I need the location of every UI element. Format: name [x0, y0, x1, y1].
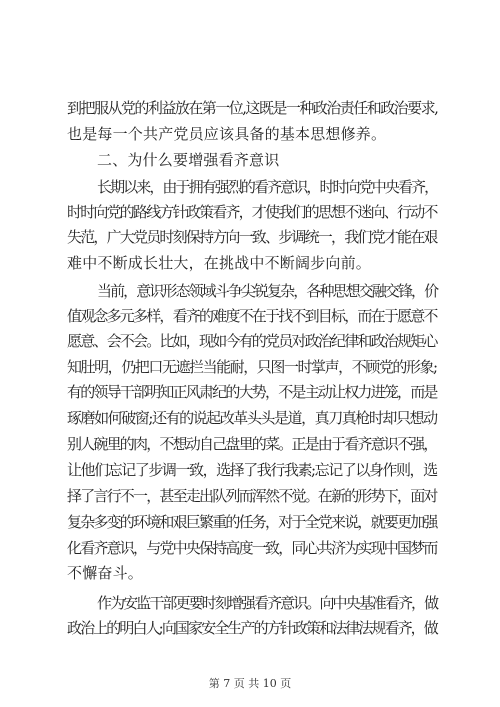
text-line-1: 到把服从党的利益放在第一位,这既是一种政治责任和政治要求, [67, 99, 438, 117]
text-line-20: 作为安监干部更要时刻增强看齐意识。向中央基准看齐，做 [97, 594, 438, 612]
text-line-13: 琢磨如何破窗;还有的说起改革头头是道，真刀真枪时却只想动 [67, 409, 437, 427]
page-number-footer: 第 7 页 共 10 页 [208, 677, 292, 690]
text-line-16: 择了言行不一，甚至走出队列而浑然不觉。在新的形势下，面对 [67, 487, 437, 505]
text-line-6: 失范，广大党员时刻保持方向一致、步调统一，我们党才能在艰 [67, 228, 437, 246]
section-heading: 二、为什么要增强看齐意识 [97, 151, 280, 169]
text-line-12: 有的领导干部明知正风肃纪的大势，不是主动让权力进笼，而是 [67, 383, 437, 401]
text-line-5: 时时向党的路线方针政策看齐，才使我们的思想不迷向、行动不 [67, 203, 437, 221]
text-line-14: 别人碗里的肉，不想动自己盘里的菜。正是由于看齐意识不强， [67, 435, 437, 453]
text-line-17: 复杂多变的环境和艰巨繁重的任务，对于全党来说，就要更加强 [67, 513, 437, 531]
text-line-8: 当前，意识形态领域斗争尖锐复杂，各种思想交融交锋，价 [97, 282, 438, 300]
text-line-15: 让他们忘记了步调一致，选择了我行我素;忘记了以身作则，选 [67, 461, 437, 479]
text-line-18: 化看齐意识，与党中央保持高度一致，同心共济为实现中国梦而 [67, 539, 437, 557]
text-line-10: 愿意、会不会。比如，现如今有的党员对政治纪律和政治规矩心 [67, 332, 437, 350]
text-line-21: 政治上的明白人;向国家安全生产的方针政策和法律法规看齐，做 [67, 619, 437, 637]
text-line-11: 知肚明，仍把口无遮拦当能耐，只图一时掌声，不顾党的形象; [67, 358, 437, 376]
text-line-7: 难中不断成长壮大，在挑战中不断阔步向前。 [67, 254, 372, 272]
text-line-9: 值观念多元多样，看齐的难度不在于找不到目标，而在于愿意不 [67, 307, 437, 325]
text-line-4: 长期以来，由于拥有强烈的看齐意识，时时向党中央看齐， [97, 178, 438, 196]
text-line-2: 也是每一个共产党员应该具备的基本思想修养。 [67, 125, 387, 143]
text-line-19: 不懈奋斗。 [67, 564, 144, 582]
